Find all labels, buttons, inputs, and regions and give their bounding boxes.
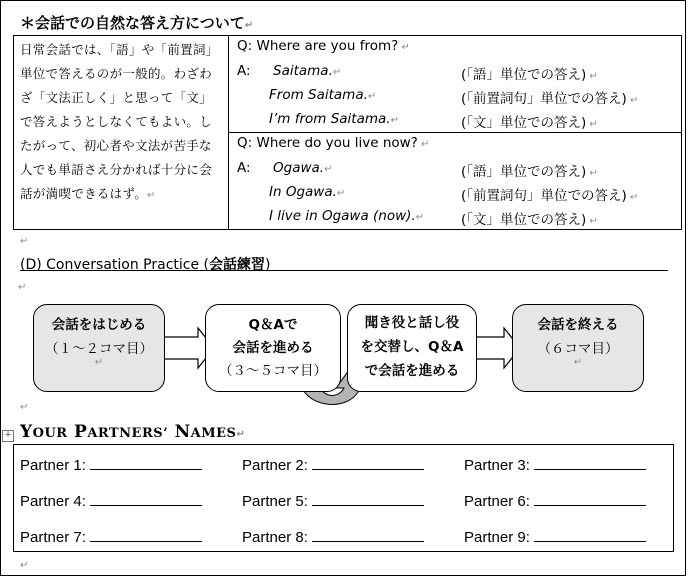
paragraph-mark-icon: ↵ (20, 560, 29, 571)
flow-step-swap: 聞き役と話し役 を交替し、Q＆A で会話を進める (347, 304, 477, 392)
qa-cell-1 (229, 36, 682, 133)
qa-cell-2 (229, 133, 682, 230)
answer-label-2: A: (237, 160, 251, 176)
section-d-heading: (D) Conversation Practice (会話練習) (20, 257, 271, 273)
answer-1-word: Saitama.↵ (273, 63, 342, 79)
flow-step-qa: Q＆Aで 会話を進める （３～５コマ目） (205, 304, 341, 392)
partner-8-field[interactable]: Partner 8: (242, 527, 424, 546)
partner-5-input[interactable] (312, 491, 424, 506)
partner-7-input[interactable] (90, 527, 202, 542)
partner-4-field[interactable]: Partner 4: (20, 491, 202, 510)
partner-8-input[interactable] (312, 527, 424, 542)
answer-2-sentence: I live in Ogawa (now).↵ (269, 208, 425, 224)
answer-2-phrase-unit: (「前置詞句」単位での答え) ↵ (461, 188, 639, 204)
answer-2-sentence-unit: (「文」単位での答え) ↵ (461, 212, 598, 228)
partner-1-field[interactable]: Partner 1: (20, 455, 202, 474)
paragraph-mark-icon: ↵ (20, 402, 29, 413)
section-title (20, 12, 253, 33)
partner-2-field[interactable]: Partner 2: (242, 455, 424, 474)
paragraph-mark-icon: ↵ (18, 282, 27, 293)
answer-label-1: A: (237, 63, 251, 79)
partner-3-field[interactable]: Partner 3: (464, 455, 646, 474)
answer-1-word-unit: (「語」単位での答え) ↵ (461, 67, 598, 83)
answer-1-sentence-unit: (「文」単位での答え) ↵ (461, 115, 598, 131)
paragraph-mark-icon: ↵ (20, 236, 29, 247)
answer-1-phrase: From Saitama.↵ (269, 87, 377, 103)
answer-2-word: Ogawa.↵ (273, 160, 333, 176)
partner-6-input[interactable] (534, 491, 646, 506)
answer-2-word-unit: (「語」単位での答え) ↵ (461, 164, 598, 180)
partner-2-input[interactable] (312, 455, 424, 470)
partners-table (13, 444, 674, 552)
explanation-text: 日常会話では、「語」や「前置詞」単位で答えるのが一般的。わざわざ「文法正しく」と思って「文」で答えようとしなくてもよい。したがって、初心者や文法が苦手な人でも単語さえ分かれば十分に会話が満喫できるはず。 (20, 42, 219, 201)
paragraph-mark-icon: ↵ (147, 190, 156, 201)
partner-4-input[interactable] (90, 491, 202, 506)
section-d-underline (20, 270, 668, 271)
question-2: Q: Where do you live now? ↵ (237, 135, 430, 151)
flow-step-end: 会話を終える （６コマ目） ↵ (512, 304, 644, 392)
answer-1-phrase-unit: (「前置詞句」単位での答え) ↵ (461, 91, 639, 107)
partner-7-field[interactable]: Partner 7: (20, 527, 202, 546)
answer-1-sentence: I’m from Saitama.↵ (269, 111, 399, 127)
section-title-text: ＊会話での自然な答え方について (20, 14, 245, 32)
paragraph-mark-icon: ↵ (244, 20, 254, 31)
partner-5-field[interactable]: Partner 5: (242, 491, 424, 510)
partner-9-input[interactable] (534, 527, 646, 542)
flow-step-start: 会話をはじめる （１～２コマ目） ↵ (33, 304, 165, 392)
partners-heading: YOUR PARTNERS’ NAMES↵ (20, 422, 246, 442)
table-move-handle-icon[interactable]: + (2, 430, 14, 442)
answer-2-phrase: In Ogawa.↵ (269, 184, 346, 200)
partner-6-field[interactable]: Partner 6: (464, 491, 646, 510)
question-1: Q: Where are you from? ↵ (237, 38, 410, 54)
partner-9-field[interactable]: Partner 9: (464, 527, 646, 546)
partner-1-input[interactable] (90, 455, 202, 470)
partner-3-input[interactable] (534, 455, 646, 470)
explanation-cell (14, 36, 229, 230)
answer-styles-table (13, 35, 682, 230)
